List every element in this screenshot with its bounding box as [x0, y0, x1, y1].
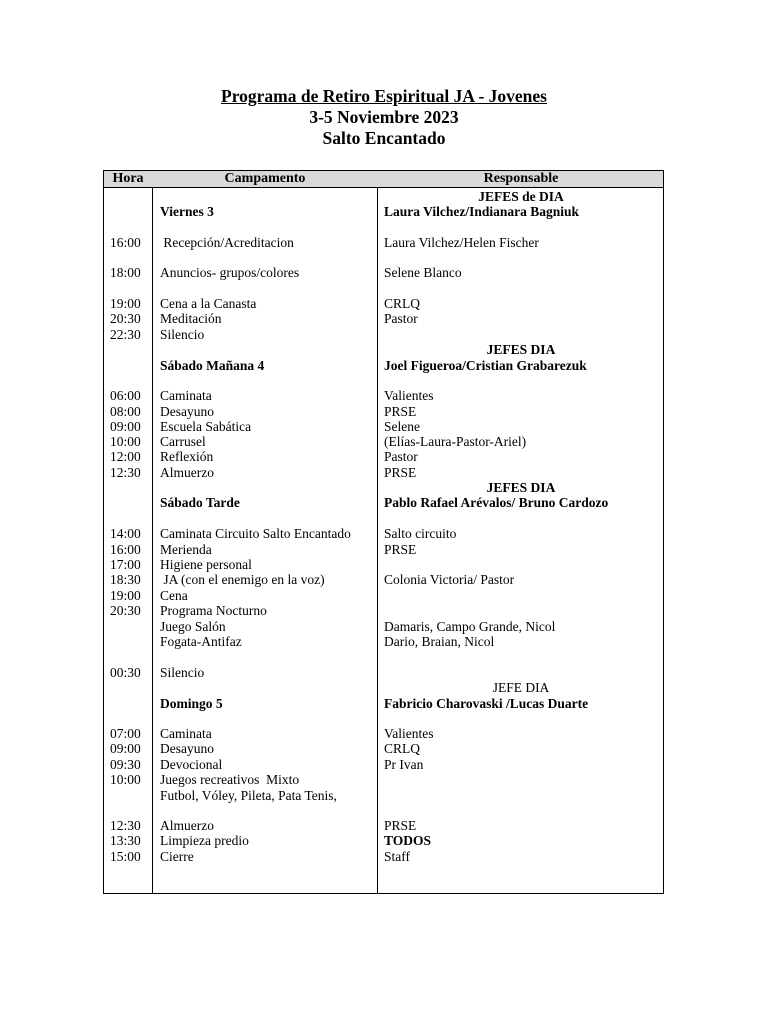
cell-campamento: Almuerzo [160, 818, 214, 833]
cell-responsable: Damaris, Campo Grande, Nicol [384, 619, 556, 634]
cell-hora: 07:00 [110, 726, 141, 741]
cell-responsable: CRLQ [384, 741, 421, 756]
cell-hora: 13:30 [110, 833, 141, 848]
cell-responsable: Fabricio Charovaski /Lucas Duarte [384, 696, 589, 711]
table-row [104, 741, 663, 756]
cell-jefes-heading: JEFES DIA [486, 342, 556, 357]
table-row [104, 449, 663, 464]
cell-campamento: Juegos recreativos Mixto [160, 772, 300, 787]
cell-responsable: Pr Ivan [384, 757, 424, 772]
table-row [104, 327, 663, 342]
table-row [104, 603, 663, 618]
table-row [104, 204, 663, 219]
cell-hora: 06:00 [110, 388, 141, 403]
cell-campamento: Futbol, Vóley, Pileta, Pata Tenis, [160, 788, 337, 803]
table-row [104, 572, 663, 587]
cell-campamento: Recepción/Acreditacion [160, 235, 294, 250]
cell-campamento: Caminata [160, 388, 212, 403]
table-row [104, 757, 663, 772]
table-row [104, 480, 663, 495]
cell-responsable: PRSE [384, 542, 417, 557]
cell-campamento: Merienda [160, 542, 212, 557]
document-dates: 3-5 Noviembre 2023 [309, 107, 459, 127]
table-row [104, 434, 663, 449]
table-row [104, 696, 663, 711]
cell-campamento: Caminata Circuito Salto Encantado [160, 526, 351, 541]
table-row [104, 465, 663, 480]
cell-responsable: Valientes [384, 726, 434, 741]
cell-hora: 12:30 [110, 465, 141, 480]
cell-responsable: Pastor [384, 311, 418, 326]
table-row [104, 388, 663, 403]
cell-hora: 18:00 [110, 265, 141, 280]
cell-hora: 18:30 [110, 572, 141, 587]
cell-campamento: Limpieza predio [160, 833, 249, 848]
cell-responsable: (Elías-Laura-Pastor-Ariel) [384, 434, 527, 449]
cell-campamento: Anuncios- grupos/colores [160, 265, 300, 280]
cell-responsable: TODOS [384, 833, 432, 848]
header-hora: Hora [112, 171, 144, 186]
cell-campamento: Desayuno [160, 404, 214, 419]
cell-hora: 15:00 [110, 849, 141, 864]
schedule-table [103, 170, 664, 894]
cell-responsable: Selene [384, 419, 420, 434]
cell-hora: 09:00 [110, 419, 141, 434]
cell-campamento: Silencio [160, 665, 205, 680]
cell-responsable: Dario, Braian, Nicol [384, 634, 495, 649]
table-row [104, 634, 663, 649]
table-row [104, 818, 663, 833]
cell-responsable: Pastor [384, 449, 418, 464]
cell-hora: 00:30 [110, 665, 141, 680]
cell-hora: 17:00 [110, 557, 141, 572]
cell-responsable: PRSE [384, 818, 417, 833]
document-title-block [0, 86, 768, 149]
document-title: Programa de Retiro Espiritual JA - Jovenes [221, 86, 547, 106]
document-location: Salto Encantado [322, 128, 446, 148]
cell-campamento: Almuerzo [160, 465, 214, 480]
cell-campamento: Higiene personal [160, 557, 252, 572]
table-row [104, 342, 663, 357]
cell-hora: 12:30 [110, 818, 141, 833]
table-row [104, 619, 663, 634]
cell-campamento: Juego Salón [160, 619, 226, 634]
cell-hora: 14:00 [110, 526, 141, 541]
cell-campamento: Cierre [160, 849, 194, 864]
cell-campamento: Caminata [160, 726, 212, 741]
cell-campamento: Domingo 5 [160, 696, 223, 711]
cell-hora: 10:00 [110, 434, 141, 449]
cell-campamento: Cena [160, 588, 188, 603]
table-row [104, 265, 663, 280]
cell-jefes-heading: JEFES DIA [486, 480, 556, 495]
cell-jefes-heading: JEFE DIA [492, 680, 550, 695]
table-row [104, 772, 663, 787]
table-row [104, 358, 663, 373]
cell-hora: 08:00 [110, 404, 141, 419]
cell-campamento: Devocional [160, 757, 223, 772]
table-row [104, 419, 663, 434]
cell-responsable: Salto circuito [384, 526, 457, 541]
cell-responsable: Staff [384, 849, 410, 864]
table-row [104, 311, 663, 326]
table-row [104, 296, 663, 311]
table-row [104, 788, 663, 803]
cell-campamento: JA (con el enemigo en la voz) [160, 572, 325, 587]
cell-campamento: Desayuno [160, 741, 214, 756]
cell-campamento: Silencio [160, 327, 205, 342]
cell-campamento: Cena a la Canasta [160, 296, 257, 311]
cell-responsable: Pablo Rafael Arévalos/ Bruno Cardozo [384, 495, 609, 510]
cell-campamento: Programa Nocturno [160, 603, 267, 618]
table-row [104, 726, 663, 741]
header-campamento: Campamento [224, 171, 306, 186]
cell-jefes-heading: JEFES de DIA [478, 189, 564, 204]
cell-hora: 20:30 [110, 603, 141, 618]
cell-campamento: Viernes 3 [160, 204, 214, 219]
cell-hora: 22:30 [110, 327, 141, 342]
cell-responsable: Selene Blanco [384, 265, 462, 280]
table-row [104, 680, 663, 695]
cell-campamento: Carrusel [160, 434, 206, 449]
table-row [104, 849, 663, 864]
cell-responsable: Colonia Victoria/ Pastor [384, 572, 515, 587]
table-row [104, 404, 663, 419]
cell-hora: 09:00 [110, 741, 141, 756]
cell-campamento: Fogata-Antifaz [160, 634, 242, 649]
table-row [104, 495, 663, 510]
table-row [104, 542, 663, 557]
cell-responsable: CRLQ [384, 296, 421, 311]
cell-campamento: Sábado Tarde [160, 495, 240, 510]
table-row [104, 833, 663, 848]
header-responsable: Responsable [483, 171, 559, 186]
cell-responsable: Valientes [384, 388, 434, 403]
cell-responsable: Laura Vilchez/Indianara Bagniuk [384, 204, 580, 219]
cell-hora: 19:00 [110, 588, 141, 603]
cell-campamento: Reflexión [160, 449, 214, 464]
cell-hora: 10:00 [110, 772, 141, 787]
cell-hora: 12:00 [110, 449, 141, 464]
cell-campamento: Meditación [160, 311, 222, 326]
cell-campamento: Escuela Sabática [160, 419, 252, 434]
cell-hora: 16:00 [110, 542, 141, 557]
table-header [104, 171, 663, 188]
table-row [104, 189, 663, 204]
cell-hora: 20:30 [110, 311, 141, 326]
cell-hora: 19:00 [110, 296, 141, 311]
cell-hora: 09:30 [110, 757, 141, 772]
table-row [104, 235, 663, 250]
table-row [104, 588, 663, 603]
table-row [104, 557, 663, 572]
cell-responsable: PRSE [384, 404, 417, 419]
cell-hora: 16:00 [110, 235, 141, 250]
cell-campamento: Sábado Mañana 4 [160, 358, 265, 373]
cell-responsable: PRSE [384, 465, 417, 480]
cell-responsable: Joel Figueroa/Cristian Grabarezuk [384, 358, 587, 373]
cell-responsable: Laura Vilchez/Helen Fischer [384, 235, 539, 250]
table-row [104, 665, 663, 680]
table-row [104, 526, 663, 541]
